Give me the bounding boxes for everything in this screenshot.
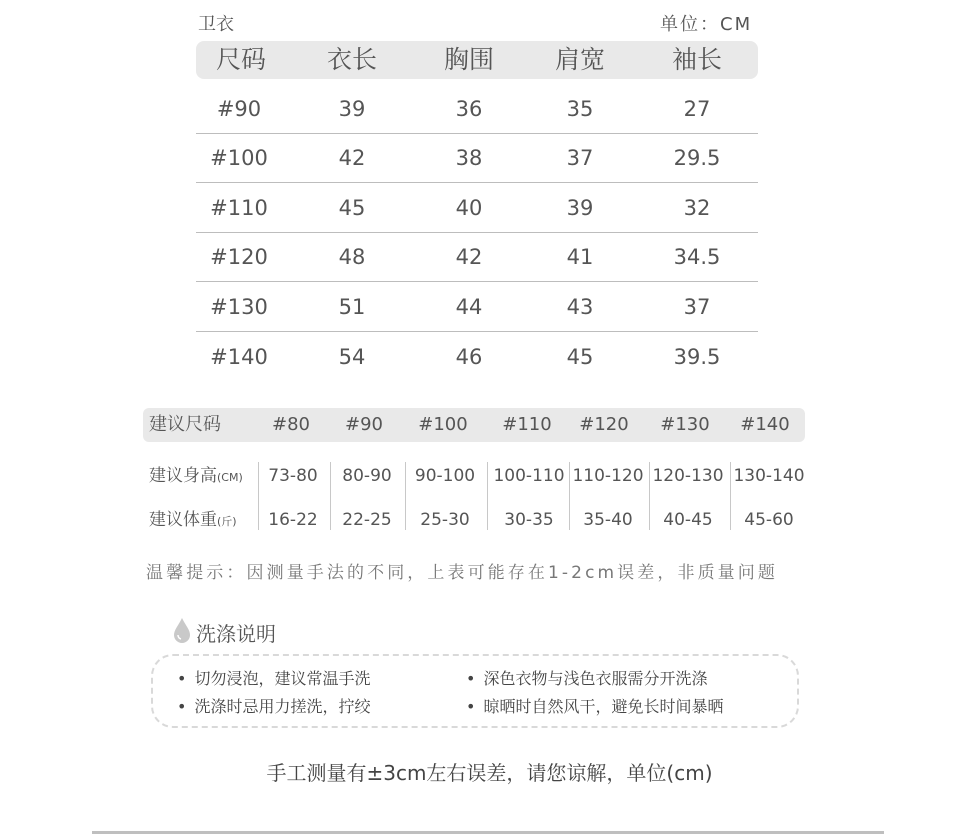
- washing-instructions-box: [151, 654, 799, 728]
- sleeve-cell: 27: [683, 97, 711, 121]
- recommend-size: #140: [740, 414, 790, 435]
- recommend-table-header: [143, 408, 805, 442]
- table-row: [196, 282, 758, 332]
- recommend-size: #130: [660, 414, 710, 435]
- column-header-shoulder: 肩宽: [554, 45, 606, 74]
- height-cell: 90-100: [414, 466, 476, 486]
- washing-item: • 晾晒时自然风干，避免长时间暴晒: [466, 694, 723, 717]
- weight-cell: 22-25: [342, 510, 392, 530]
- column-header-chest: 胸围: [443, 45, 495, 74]
- column-divider: [569, 462, 570, 530]
- chest-cell: 46: [455, 345, 483, 369]
- sleeve-cell: 39.5: [673, 345, 721, 369]
- recommend-size: #90: [345, 414, 383, 435]
- height-cell: 73-80: [268, 466, 318, 486]
- column-divider: [487, 462, 488, 530]
- table-row: [196, 183, 758, 233]
- shoulder-cell: 45: [566, 345, 594, 369]
- length-cell: 39: [338, 97, 366, 121]
- weight-cell: 30-35: [504, 510, 554, 530]
- weight-cell: 35-40: [583, 510, 633, 530]
- shoulder-cell: 37: [566, 146, 594, 170]
- weight-cell: 40-45: [663, 510, 713, 530]
- washing-item: • 切勿浸泡，建议常温手洗: [177, 666, 370, 689]
- height-unit: (CM): [217, 471, 243, 484]
- table-row: [196, 232, 758, 282]
- washing-item: • 深色衣物与浅色衣服需分开洗涤: [466, 666, 707, 689]
- sleeve-cell: 37: [683, 295, 711, 319]
- table-row: [196, 133, 758, 183]
- weight-cell: 45-60: [744, 510, 794, 530]
- recommend-size: #110: [502, 414, 552, 435]
- chest-cell: 42: [455, 245, 483, 269]
- size-table-header: [196, 41, 758, 79]
- unit-label: 单位：CM: [660, 14, 753, 35]
- product-label: 卫衣: [198, 14, 234, 35]
- recommend-size: #100: [418, 414, 468, 435]
- height-cell: 120-130: [652, 466, 724, 486]
- weight-cell: 16-22: [268, 510, 318, 530]
- length-cell: 54: [338, 345, 366, 369]
- weight-unit: (斤): [217, 515, 237, 528]
- length-cell: 48: [338, 245, 366, 269]
- chest-cell: 36: [455, 97, 483, 121]
- water-drop-icon: [172, 616, 192, 644]
- column-divider: [405, 462, 406, 530]
- chest-cell: 38: [455, 146, 483, 170]
- table-row: [196, 332, 758, 382]
- recommend-size: #80: [272, 414, 310, 435]
- size-cell: #130: [210, 295, 268, 319]
- footer-note: 手工测量有±3cm左右误差，请您谅解，单位(cm): [266, 761, 713, 785]
- table-row: [196, 84, 758, 134]
- column-header-sleeve: 袖长: [671, 45, 723, 74]
- length-cell: 42: [338, 146, 366, 170]
- size-cell: #100: [210, 146, 268, 170]
- washing-item: • 洗涤时忌用力搓洗，拧绞: [177, 694, 370, 717]
- sleeve-cell: 34.5: [673, 245, 721, 269]
- height-row: [143, 456, 805, 496]
- weight-cell: 25-30: [420, 510, 470, 530]
- shoulder-cell: 39: [566, 196, 594, 220]
- column-divider: [330, 462, 331, 530]
- column-divider: [258, 462, 259, 530]
- length-cell: 51: [338, 295, 366, 319]
- height-cell: 80-90: [342, 466, 392, 486]
- column-header-length: 衣长: [326, 45, 378, 74]
- chest-cell: 44: [455, 295, 483, 319]
- sleeve-cell: 32: [683, 196, 711, 220]
- recommend-header-label: 建议尺码: [149, 414, 221, 435]
- height-cell: 100-110: [493, 466, 565, 486]
- column-divider: [730, 462, 731, 530]
- column-header-size: 尺码: [215, 45, 267, 74]
- height-row-label: 建议身高(CM): [149, 466, 243, 486]
- column-divider: [649, 462, 650, 530]
- sleeve-cell: 29.5: [673, 146, 721, 170]
- shoulder-cell: 41: [566, 245, 594, 269]
- washing-title: 洗涤说明: [196, 622, 276, 646]
- chest-cell: 40: [455, 196, 483, 220]
- height-cell: 110-120: [572, 466, 644, 486]
- shoulder-cell: 43: [566, 295, 594, 319]
- recommend-size: #120: [579, 414, 629, 435]
- weight-row-label: 建议体重(斤): [149, 510, 237, 530]
- measurement-tip: 温馨提示：因测量手法的不同，上表可能存在1-2cm误差，非质量问题: [146, 563, 778, 583]
- shoulder-cell: 35: [566, 97, 594, 121]
- length-cell: 45: [338, 196, 366, 220]
- size-cell: #140: [210, 345, 268, 369]
- size-cell: #90: [216, 97, 262, 121]
- size-cell: #110: [210, 196, 268, 220]
- size-cell: #120: [210, 245, 268, 269]
- weight-row: [143, 500, 805, 540]
- height-cell: 130-140: [733, 466, 805, 486]
